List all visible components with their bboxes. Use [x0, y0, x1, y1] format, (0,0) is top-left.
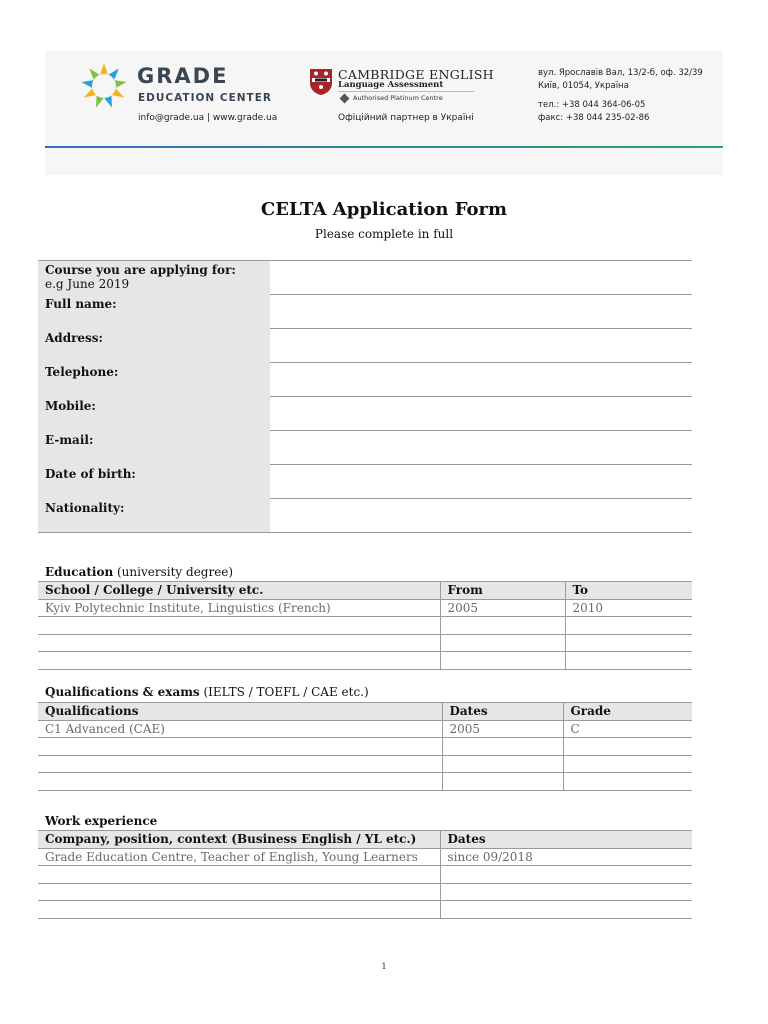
qualification-name-cell[interactable]: [38, 738, 442, 756]
table-row: [38, 652, 692, 670]
education-col-school: School / College / University etc.: [38, 582, 440, 600]
page-title: CELTA Application Form: [260, 199, 508, 220]
work-table: [38, 830, 692, 919]
work-dates-cell[interactable]: since 09/2018: [440, 848, 692, 866]
work-dates-cell[interactable]: [440, 901, 692, 919]
work-dates-cell[interactable]: [440, 883, 692, 901]
qualifications-col-dates: Dates: [442, 703, 563, 721]
table-row: [38, 848, 692, 866]
education-col-to: To: [565, 582, 692, 600]
table-row: [38, 883, 692, 901]
education-school-cell[interactable]: Kyiv Polytechnic Institute, Linguistics (French): [38, 599, 440, 617]
education-from-cell[interactable]: [440, 617, 565, 635]
table-row: [38, 755, 692, 773]
work-company-cell[interactable]: [38, 866, 440, 884]
qualification-grade-cell[interactable]: C: [563, 720, 692, 738]
qualification-grade-cell[interactable]: [563, 755, 692, 773]
work-col-dates: Dates: [440, 831, 692, 849]
row-date-of-birth: [38, 465, 692, 499]
mobile-field[interactable]: [270, 397, 692, 431]
qualification-dates-cell[interactable]: [442, 773, 563, 791]
cambridge-divider: [338, 91, 474, 92]
table-row: [38, 773, 692, 791]
education-to-cell[interactable]: 2010: [565, 599, 692, 617]
address-label: Address:: [38, 329, 270, 363]
education-school-cell[interactable]: [38, 634, 440, 652]
education-table: [38, 581, 692, 670]
qualification-name-cell[interactable]: [38, 755, 442, 773]
row-email: [38, 431, 692, 465]
qualifications-heading-note: (IELTS / TOEFL / CAE etc.): [199, 685, 369, 699]
official-partner-label: Офіційний партнер в Україні: [338, 113, 474, 123]
table-row: [38, 634, 692, 652]
education-to-cell[interactable]: [565, 634, 692, 652]
education-school-cell[interactable]: [38, 617, 440, 635]
nationality-field[interactable]: [270, 499, 692, 533]
row-mobile: [38, 397, 692, 431]
work-dates-cell[interactable]: [440, 866, 692, 884]
education-from-cell[interactable]: [440, 652, 565, 670]
work-company-cell[interactable]: [38, 883, 440, 901]
email-field[interactable]: [270, 431, 692, 465]
row-full-name: [38, 295, 692, 329]
address-line-2: Київ, 01054, Україна: [538, 81, 629, 91]
work-header-row: [38, 831, 692, 849]
table-row: [38, 617, 692, 635]
qualifications-col-grade: Grade: [563, 703, 692, 721]
table-row: [38, 599, 692, 617]
qualifications-heading-title: Qualifications & exams: [45, 685, 200, 699]
mobile-label: Mobile:: [38, 397, 270, 431]
telephone-field[interactable]: [270, 363, 692, 397]
qualification-dates-cell[interactable]: [442, 755, 563, 773]
education-to-cell[interactable]: [565, 652, 692, 670]
qualifications-header-row: [38, 703, 692, 721]
table-row: [38, 866, 692, 884]
education-to-cell[interactable]: [565, 617, 692, 635]
grade-logo-subtitle: EDUCATION CENTER: [138, 92, 272, 104]
address-field[interactable]: [270, 329, 692, 363]
cambridge-shield-icon: [309, 68, 333, 96]
grade-logo-name: GRADE: [137, 64, 229, 88]
education-from-cell[interactable]: [440, 634, 565, 652]
course-note: e.g June 2019: [45, 277, 130, 291]
telephone-label: Telephone:: [38, 363, 270, 397]
authorised-centre-label: Authorised Platinum Centre: [353, 94, 443, 102]
education-heading-title: Education: [45, 565, 114, 579]
row-address: [38, 329, 692, 363]
date-of-birth-field[interactable]: [270, 465, 692, 499]
education-heading: [45, 565, 233, 579]
work-col-company: Company, position, context (Business English / YL etc.): [38, 831, 440, 849]
row-course: [38, 261, 692, 295]
email-label: E-mail:: [38, 431, 270, 465]
qualification-name-cell[interactable]: C1 Advanced (CAE): [38, 720, 442, 738]
qualifications-col-name: Qualifications: [38, 703, 442, 721]
table-row: [38, 720, 692, 738]
header-divider: [45, 146, 723, 148]
qualification-dates-cell[interactable]: 2005: [442, 720, 563, 738]
grade-contact: info@grade.ua | www.grade.ua: [138, 113, 278, 123]
course-label-text: Course you are applying for:: [45, 263, 236, 277]
work-heading-title: Work experience: [45, 814, 158, 828]
course-field[interactable]: [270, 261, 692, 295]
education-header-row: [38, 582, 692, 600]
education-from-cell[interactable]: 2005: [440, 599, 565, 617]
table-row: [38, 901, 692, 919]
education-col-from: From: [440, 582, 565, 600]
education-school-cell[interactable]: [38, 652, 440, 670]
qualification-grade-cell[interactable]: [563, 738, 692, 756]
education-heading-note: (university degree): [113, 565, 234, 579]
work-company-cell[interactable]: Grade Education Centre, Teacher of English, Young Learners: [38, 848, 440, 866]
personal-details-table: [38, 260, 692, 533]
row-telephone: [38, 363, 692, 397]
work-heading: [45, 814, 157, 828]
cambridge-language-assessment: Language Assessment: [338, 80, 444, 90]
full-name-field[interactable]: [270, 295, 692, 329]
qualifications-heading: [45, 685, 369, 699]
fax-number: факс: +38 044 235-02-86: [538, 113, 650, 123]
qualification-dates-cell[interactable]: [442, 738, 563, 756]
phone-number: тел.: +38 044 364-06-05: [538, 100, 646, 110]
grade-sun-logo-icon: [80, 62, 128, 110]
course-label: [38, 261, 270, 295]
qualification-grade-cell[interactable]: [563, 773, 692, 791]
nationality-label: Nationality:: [38, 499, 270, 533]
page-number: 1: [381, 962, 387, 971]
page-subtitle: Please complete in full: [314, 227, 454, 241]
table-row: [38, 738, 692, 756]
work-company-cell[interactable]: [38, 901, 440, 919]
qualification-name-cell[interactable]: [38, 773, 442, 791]
full-name-label: Full name:: [38, 295, 270, 329]
address-line-1: вул. Ярославів Вал, 13/2-б, оф. 32/39: [538, 68, 703, 78]
qualifications-table: [38, 702, 692, 791]
cambridge-name: CAMBRIDGE ENGLISH: [338, 67, 494, 82]
row-nationality: [38, 499, 692, 533]
date-of-birth-label: Date of birth:: [38, 465, 270, 499]
